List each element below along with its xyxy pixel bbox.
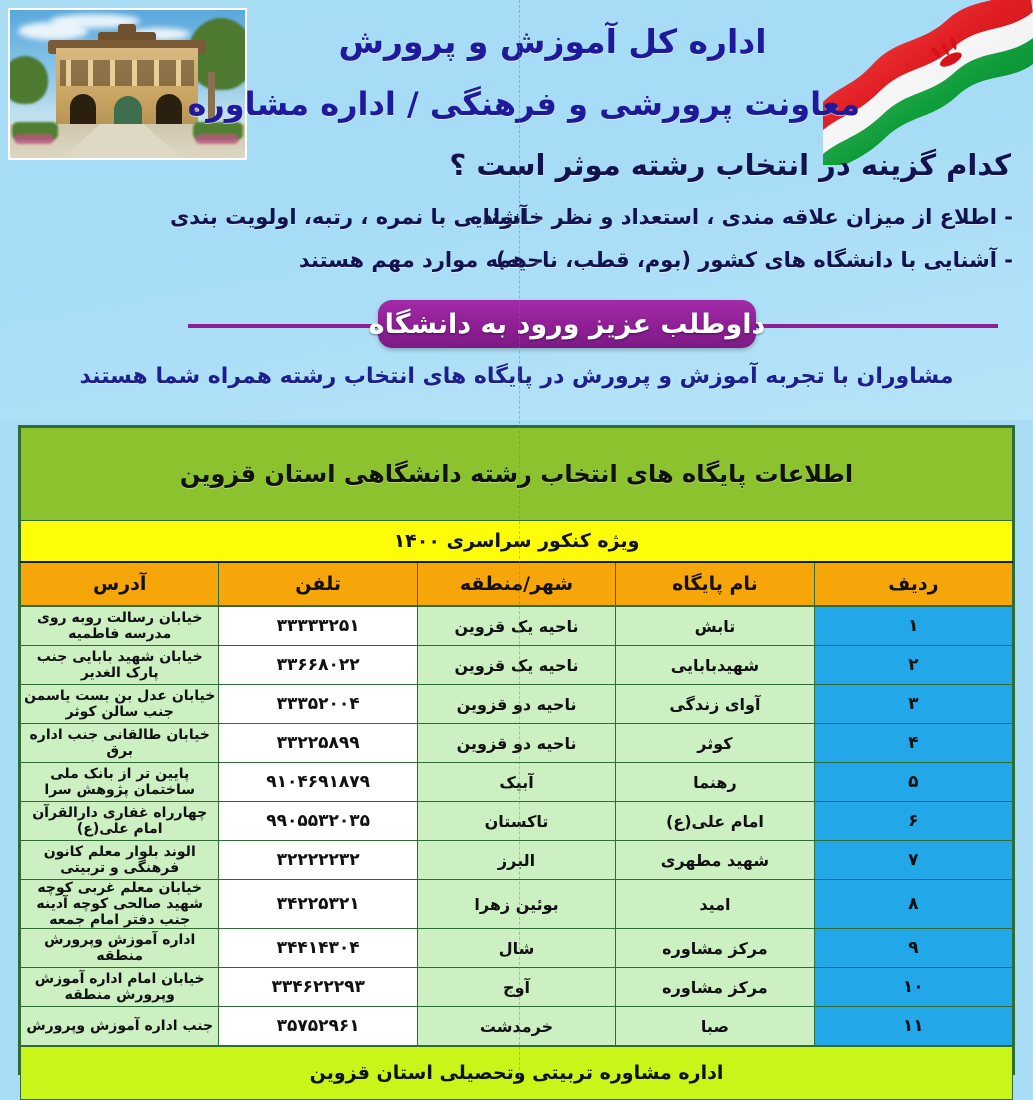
cell-address: خیابان معلم غربی کوچه شهید صالحی کوچه آدینه جنب دفتر امام جمعه	[21, 880, 219, 929]
cell-radif: ۹	[814, 929, 1012, 968]
stations-table-card	[18, 425, 1015, 1084]
option-2: - آشنایی با نمره ، رتبه، اولویت بندی	[169, 205, 543, 229]
cell-name: مرکز مشاوره	[616, 968, 814, 1007]
cell-tel: ۳۳۶۶۸۰۲۲	[219, 646, 417, 685]
cell-name: شهیدبابایی	[616, 646, 814, 685]
cell-name: امام علی(ع)	[616, 802, 814, 841]
cell-city: بوئین زهرا	[417, 880, 615, 929]
cell-tel: ۳۳۳۳۳۲۵۱	[219, 606, 417, 646]
table-title: اطلاعات پایگاه های انتخاب رشته دانشگاهی استان قزوین	[21, 428, 1013, 521]
cell-tel: ۹۹۰۵۵۳۲۰۳۵	[219, 802, 417, 841]
cell-city: آوج	[417, 968, 615, 1007]
table-subtitle: ویژه کنکور سراسری ۱۴۰۰	[21, 521, 1013, 563]
cell-name: صبا	[616, 1007, 814, 1047]
poster-header	[0, 0, 1033, 420]
org-title-line-1: اداره کل آموزش و پرورش	[338, 22, 767, 61]
cell-radif: ۴	[814, 724, 1012, 763]
question-prompt: کدام گزینه در انتخاب رشته موثر است ؟	[449, 148, 1011, 182]
column-header-address: آدرس	[21, 562, 219, 606]
cell-name: آوای زندگی	[616, 685, 814, 724]
cell-tel: ۳۵۷۵۲۹۶۱	[219, 1007, 417, 1047]
cell-radif: ۳	[814, 685, 1012, 724]
cell-tel: ۳۴۴۱۴۳۰۴	[219, 929, 417, 968]
column-header-radif: ردیف	[814, 562, 1012, 606]
cell-radif: ۱	[814, 606, 1012, 646]
cell-radif: ۱۱	[814, 1007, 1012, 1047]
table-row	[21, 646, 1013, 685]
column-header-name: نام پایگاه	[616, 562, 814, 606]
cell-radif: ۶	[814, 802, 1012, 841]
cell-name: تابش	[616, 606, 814, 646]
cell-tel: ۳۳۳۵۲۰۰۴	[219, 685, 417, 724]
cell-city: ناحیه دو قزوین	[417, 724, 615, 763]
cell-city: شال	[417, 929, 615, 968]
cell-radif: ۸	[814, 880, 1012, 929]
cell-tel: ۳۲۲۲۲۲۳۲	[219, 841, 417, 880]
table-row	[21, 1007, 1013, 1047]
cell-address: چهارراه غفاری دارالقرآن امام علی(ع)	[21, 802, 219, 841]
option-3: - آشنایی با دانشگاه های کشور (بوم، قطب، ناحیه)	[496, 248, 1013, 272]
cell-city: تاکستان	[417, 802, 615, 841]
cell-tel: ۳۳۴۶۲۲۲۹۳	[219, 968, 417, 1007]
cell-city: آبیک	[417, 763, 615, 802]
cell-name: امید	[616, 880, 814, 929]
cell-address: خیابان رسالت روبه روی مدرسه فاطمیه	[21, 606, 219, 646]
cell-city: ناحیه دو قزوین	[417, 685, 615, 724]
cell-radif: ۱۰	[814, 968, 1012, 1007]
cell-tel: ۳۳۲۲۵۸۹۹	[219, 724, 417, 763]
cell-address: اداره آموزش وپرورش منطقه	[21, 929, 219, 968]
cell-address: الوند بلوار معلم کانون فرهنگی و تربیتی	[21, 841, 219, 880]
table-row	[21, 929, 1013, 968]
table-row	[21, 880, 1013, 929]
cell-address: خیابان امام اداره آموزش وپرورش منطقه	[21, 968, 219, 1007]
table-row	[21, 724, 1013, 763]
table-row	[21, 968, 1013, 1007]
cell-name: کوثر	[616, 724, 814, 763]
column-header-city: شهر/منطقه	[417, 562, 615, 606]
candidate-banner-text: داوطلب عزیز ورود به دانشگاه	[368, 308, 766, 340]
cell-name: رهنما	[616, 763, 814, 802]
table-row	[21, 606, 1013, 646]
advisors-note: مشاوران با تجربه آموزش و پرورش در پایگاه های انتخاب رشته همراه شما هستند	[79, 364, 954, 389]
column-header-tel: تلفن	[219, 562, 417, 606]
stations-table	[20, 427, 1013, 1100]
cell-radif: ۵	[814, 763, 1012, 802]
table-subtitle-row	[21, 521, 1013, 563]
cell-name: شهید مطهری	[616, 841, 814, 880]
table-row	[21, 685, 1013, 724]
table-header-row	[21, 562, 1013, 606]
candidate-banner	[0, 300, 1033, 352]
table-footer-row	[21, 1046, 1013, 1100]
cell-city: البرز	[417, 841, 615, 880]
option-1: - اطلاع از میزان علاقه مندی ، استعداد و نظر خانواده	[469, 205, 1013, 229]
cell-tel: ۳۴۲۲۵۳۲۱	[219, 880, 417, 929]
cell-city: خرمدشت	[417, 1007, 615, 1047]
cell-tel: ۹۱۰۴۶۹۱۸۷۹	[219, 763, 417, 802]
cell-radif: ۲	[814, 646, 1012, 685]
table-title-row	[21, 428, 1013, 521]
cell-city: ناحیه یک قزوین	[417, 646, 615, 685]
cell-address: خیابان عدل بن بست یاسمن جنب سالن کوثر	[21, 685, 219, 724]
org-title-line-2: معاونت پرورشی و فرهنگی / اداره مشاوره	[187, 85, 860, 123]
table-footer: اداره مشاوره تربیتی وتحصیلی استان قزوین	[21, 1046, 1013, 1100]
chehel-sotoun-photo	[8, 8, 247, 160]
option-4: - همه موارد مهم هستند	[298, 248, 543, 272]
table-row	[21, 802, 1013, 841]
table-row	[21, 763, 1013, 802]
cell-address: خیابان طالقانی جنب اداره برق	[21, 724, 219, 763]
cell-city: ناحیه یک قزوین	[417, 606, 615, 646]
cell-address: خیابان شهید بابایی جنب پارک الغدیر	[21, 646, 219, 685]
cell-radif: ۷	[814, 841, 1012, 880]
candidate-banner-pill	[368, 300, 766, 348]
cell-name: مرکز مشاوره	[616, 929, 814, 968]
cell-address: جنب اداره آموزش وپرورش	[21, 1007, 219, 1047]
cell-address: پایین تر از بانک ملی ساختمان پژوهش سرا	[21, 763, 219, 802]
table-row	[21, 841, 1013, 880]
